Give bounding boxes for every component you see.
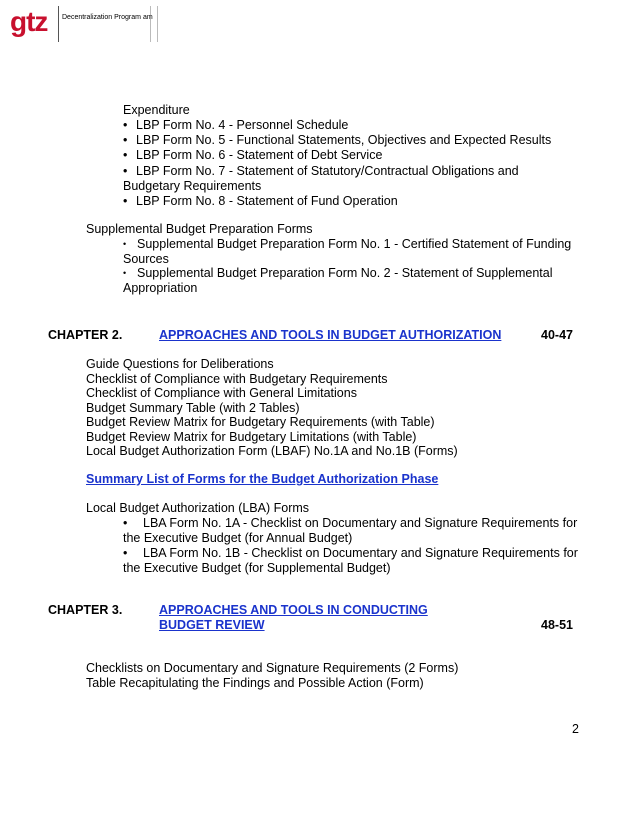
list-item: • LBP Form No. 4 - Personnel Schedule bbox=[123, 118, 349, 132]
summary-forms-link[interactable]: Summary List of Forms for the Budget Authorization Phase bbox=[86, 472, 439, 486]
expenditure-title: Expenditure bbox=[123, 103, 190, 117]
supplemental-title: Supplemental Budget Preparation Forms bbox=[86, 222, 313, 236]
chapter2-title-link[interactable]: APPROACHES AND TOOLS IN BUDGET AUTHORIZATION bbox=[159, 328, 502, 342]
list-item: Budget Summary Table (with 2 Tables) bbox=[86, 401, 300, 415]
list-item-continued: the Executive Budget (for Annual Budget) bbox=[123, 531, 353, 545]
chapter3-pages: 48-51 bbox=[541, 618, 573, 632]
list-item: Budget Review Matrix for Budgetary Requirements (with Table) bbox=[86, 415, 435, 429]
page-number: 2 bbox=[572, 722, 579, 736]
gtz-logo: gtz bbox=[10, 6, 48, 37]
header-rule bbox=[157, 6, 158, 42]
program-label: Decentralization Program bbox=[62, 14, 141, 21]
list-item: • LBP Form No. 8 - Statement of Fund Operation bbox=[123, 194, 398, 208]
list-item: Checklist of Compliance with General Limitations bbox=[86, 386, 357, 400]
chapter3-title-link-line1[interactable]: APPROACHES AND TOOLS IN CONDUCTING bbox=[159, 603, 428, 617]
list-item-continued: the Executive Budget (for Supplemental Budget) bbox=[123, 561, 391, 575]
list-item: • LBA Form No. 1B - Checklist on Documentary and Signature Requirements for bbox=[123, 546, 578, 560]
program-label-clip: am bbox=[143, 14, 153, 21]
list-item-continued: Budgetary Requirements bbox=[123, 179, 262, 193]
list-item: • Supplemental Budget Preparation Form No. 2 - Statement of Supplemental bbox=[123, 266, 553, 280]
list-item: • LBP Form No. 7 - Statement of Statutory/Contractual Obligations and bbox=[123, 164, 519, 178]
list-item: Table Recapitulating the Findings and Possible Action (Form) bbox=[86, 676, 424, 690]
list-item: Checklists on Documentary and Signature Requirements (2 Forms) bbox=[86, 661, 459, 675]
list-item: • LBP Form No. 6 - Statement of Debt Service bbox=[123, 148, 383, 162]
list-item: Guide Questions for Deliberations bbox=[86, 357, 274, 371]
list-item-continued: Sources bbox=[123, 252, 169, 266]
list-item: • Supplemental Budget Preparation Form No. 1 - Certified Statement of Funding bbox=[123, 237, 572, 251]
chapter3-label: CHAPTER 3. bbox=[48, 603, 123, 617]
list-item-continued: Appropriation bbox=[123, 281, 198, 295]
header-rule bbox=[150, 6, 151, 42]
chapter3-title-link-line2[interactable]: BUDGET REVIEW bbox=[159, 618, 265, 632]
chapter2-pages: 40-47 bbox=[541, 328, 573, 342]
list-item: • LBA Form No. 1A - Checklist on Documentary and Signature Requirements for bbox=[123, 516, 578, 530]
list-item: Checklist of Compliance with Budgetary Requirements bbox=[86, 372, 388, 386]
list-item: • LBP Form No. 5 - Functional Statements, Objectives and Expected Results bbox=[123, 133, 552, 147]
list-item: Local Budget Authorization Form (LBAF) No.1A and No.1B (Forms) bbox=[86, 444, 458, 458]
logo-divider bbox=[58, 6, 59, 42]
chapter2-label: CHAPTER 2. bbox=[48, 328, 123, 342]
list-item: Budget Review Matrix for Budgetary Limitations (with Table) bbox=[86, 430, 417, 444]
lba-title: Local Budget Authorization (LBA) Forms bbox=[86, 501, 310, 515]
